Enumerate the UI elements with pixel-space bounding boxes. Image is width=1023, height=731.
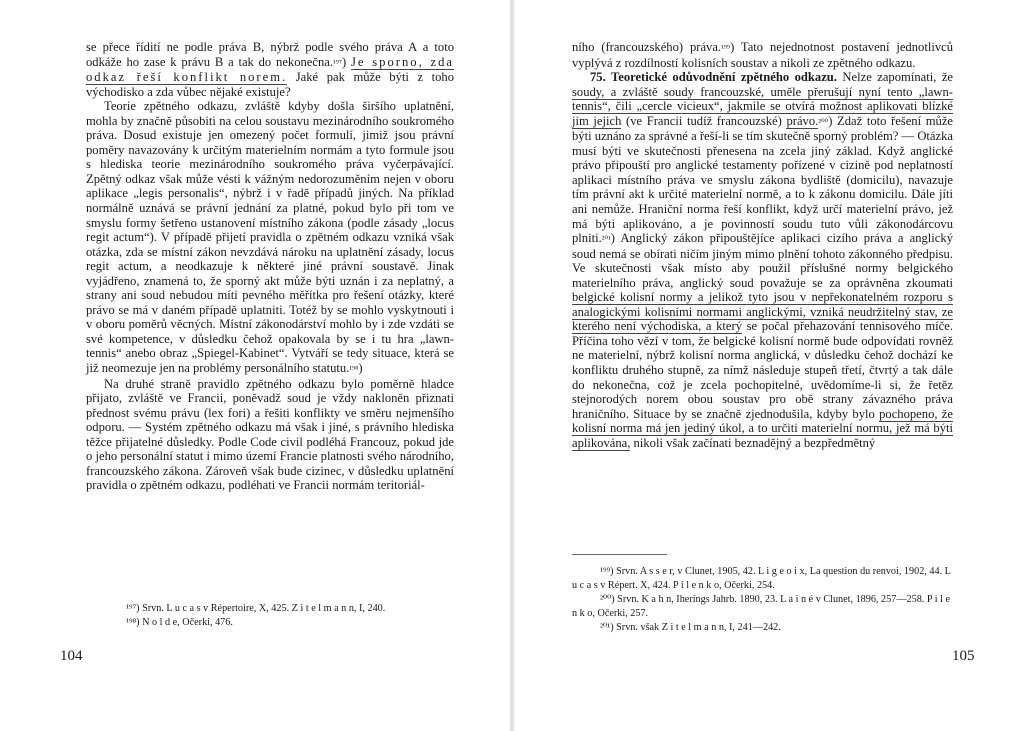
text-run: belgické kolisní normy a jelikož tyto jsou v nepřekonatelném rozporu s analogickými kolisními normami anglickými, vzniká neudržitelný stav, ze kterého není východiska, a který [572,290,953,334]
text-run: Na druhé straně pravidlo zpětného odkazu bylo poměrně hladce přijato, zvláště ve Francii, poněvadž soud je vždy nakloněn přiznati přednost svému právu (lex fori) a řešiti konflikty ve směru nejmenšího odporu. — Systém zpětného odkazu má však i jiné, s právního hlediska těžce přijatelné důsledky. Podle Code civil podléhá Francouz, pokud jde o jeho personální statut i mimo území Francie platnosti svého národního, francouzského zákona. Zároveň však bude cizinec, v důsledku uplatnění pravidla o zpětném odkazu, podléhati ve Francii normám teritoriál- [86,376,454,493]
text-run: pochopeno, že kolisní norma má jen jediný úkol, a to určiti materielní normu, jež má býti aplikována, [572,406,953,450]
text-run: Nelze zapomínati, že [836,70,953,85]
text-run: ) Zdaž toto řešení může býti uznáno za správné a řeší-li se tím skutečně sporný problém? — Otázka musí býti ve skutečnosti přenesena na zcela jiný základ. Když anglické právo připouští pro anglické testamenty pořízené v cizině pod neplatností aplikaci místního práva ve smyslu zákona bydliště (domicilu), navazuje tím právní akt k určité materielní normě, a to k zákonu domicilu. Dále jíti ani nemůže. Hraniční norma řeší konflikt, když určí materielní právo, jež má býti aplikováno, a je povinností soudu tuto vůli zákonodárcovu plniti. [572,113,953,246]
left-page-number: 104 [60,648,83,664]
text-run: Teorie zpětného odkazu, zvláště kdyby došla širšího uplatnění, mohla by značně působiti na celou soustavu mezinárodního soukromého práva. Dosud existuje jen omezený počet formulí, jimiž jsou právní poměry navazovány k určitým materielním normám a tyto formule jsou s hlediska teorie mezinárodního soukromého práva vyčerpávající. Zpětný odkaz však může vésti k vážným nedorozuměním nejen v oboru aplikace „legis personalis“, nýbrž i v řadě případů jiných. Na příklad normálně uznává se právní jednání za platné, pokud bylo při tom ve smyslu formy šetřeno ustanovení místního zákona (podle zásady „locus regit actum“). V případě přijetí pravidla o zpětném odkazu vzniká však otázka, zda se místní zákon nevzdává nároku na uplatnění zásady, locus regit actum, a neodkazuje k některé jiné právní soustavě. Jinak vyjádřeno, znamená to, že sporný akt může býti uznán i za neplatný, a strany ani soud nebudou míti pevného měřítka pro řešení otázky, které právo se má v daném případě uplatniti. Totéž by se mohlo vyskytnouti i v oboru poměrů věcných. Místní zákonodárství mohlo by i zde vzdáti se své kompetence, v důsledku čehož opakovala by se i tu hra „lawn-tennis“ anebo obraz „Spiegel-Kabinet“. Vytváří se tedy situace, která se již neomezuje jen na problémy personálního statutu. [86,99,454,376]
text-run: se přece řídití ne podle práva B, nýbrž podle svého práva A a toto odkáže ho zase k právu B a tak do nekonečna. [86,40,454,69]
footnote-ref: ¹⁹⁸ [349,364,359,375]
text-run: právo. [786,113,819,128]
footnote-ref: ¹⁹⁷ [333,57,342,68]
paragraph [86,40,454,99]
text-run: (ve Francii tudíž francouzské) [621,113,787,128]
text-run: Je sporno, zda odkaz řeší konflikt norem. [86,54,454,85]
right-page-number: 105 [952,648,975,664]
left-footnotes [98,602,458,630]
right-body-text [572,40,953,450]
text-run: ního (francouzského) práva. [572,40,722,54]
footnote-ref: ¹⁹⁹ [721,43,731,53]
text-run: ) Anglický zákon připouštějíce aplikaci cizího práva a anglický soud nemá se obírati ničím jiným mimo plnění tohoto zákonného předpisu. Ve skutečnosti však místo aby použil příslušné normy belgického materielního práva, anglický soud považuje se za oprávněna zkoumati [572,231,953,290]
footnote: ¹⁹⁸) N o l d e, Očerki, 476. [126,617,233,628]
text-run: ) [342,54,351,69]
footnote-ref: ²⁰⁰ [818,116,829,127]
footnote-ref: ²⁰¹ [601,234,611,245]
footnote: ¹⁹⁷) Srvn. L u c a s v Répertoire, X, 425. Z i t e l m a n n, I, 240. [126,603,386,614]
footnote: ²⁰⁰) Srvn. K a h n, Iherings Jahrb. 1890, 23. L a i n é v Clunet, 1896, 257—258. P i l e n k o, Očerki, 257. [572,594,951,619]
text-run: Jaké pak může býti z toho východisko a zda vůbec nějaké existuje? [86,70,454,99]
right-footnotes [572,565,956,635]
paragraph [572,40,953,70]
text-run: ) Tato nejednotnost postavení jednotlivců vyplývá z rozdílností kolisních soustav a nikoli ze zpětného odkazu. [572,40,954,70]
text-run: soudy, a zvláště soudy francouzské, uměle přerušují nyní tento „lawn-tennis“, čili „cercle vicieux“, jakmile se otvírá možnost aplikovati blízké jim jejich [572,84,953,128]
footnote: ¹⁹⁹) Srvn. A s s e r, v Clunet, 1905, 42. L i g e o i x, La question du renvoi, 1902, 44. L u c a s v Répert. X, 424. P i l e n k o, Očerki, 254. [572,566,951,591]
text-run: se počal přehazování tennisového míče. Příčina toho vězí v tom, že belgické kolisní normě bude odpovídati rovněž ne materielní, nýbrž kolisní norma anglická, v důsledku čehož dochází ke konfliktu druhého stupně, za nímž následuje stupeň třetí, čtvrtý a tak dále do nekonečna, což je zcela pochopitelné, uvědomíme-li si, že řetěz stejnorodých norem obou soustav pro obě strany závazného práva hraničního. Situace by se značně zjednodušila, kdyby bylo [572,319,953,421]
footnote-rule [572,554,667,555]
left-body-text [86,40,454,493]
footnote: ²⁰¹) Srvn. však Z i t e l m a n n, I, 241—242. [600,622,781,633]
right-page [512,0,1023,731]
section-heading: 75. Teoretické odůvodnění zpětného odkazu. [590,70,837,85]
text-run: ) [358,361,363,376]
paragraph [86,377,454,493]
paragraph [572,70,953,450]
paragraph [86,99,454,376]
text-run: nikoli však začínati beznadějný a bezpředmětný [630,435,876,450]
